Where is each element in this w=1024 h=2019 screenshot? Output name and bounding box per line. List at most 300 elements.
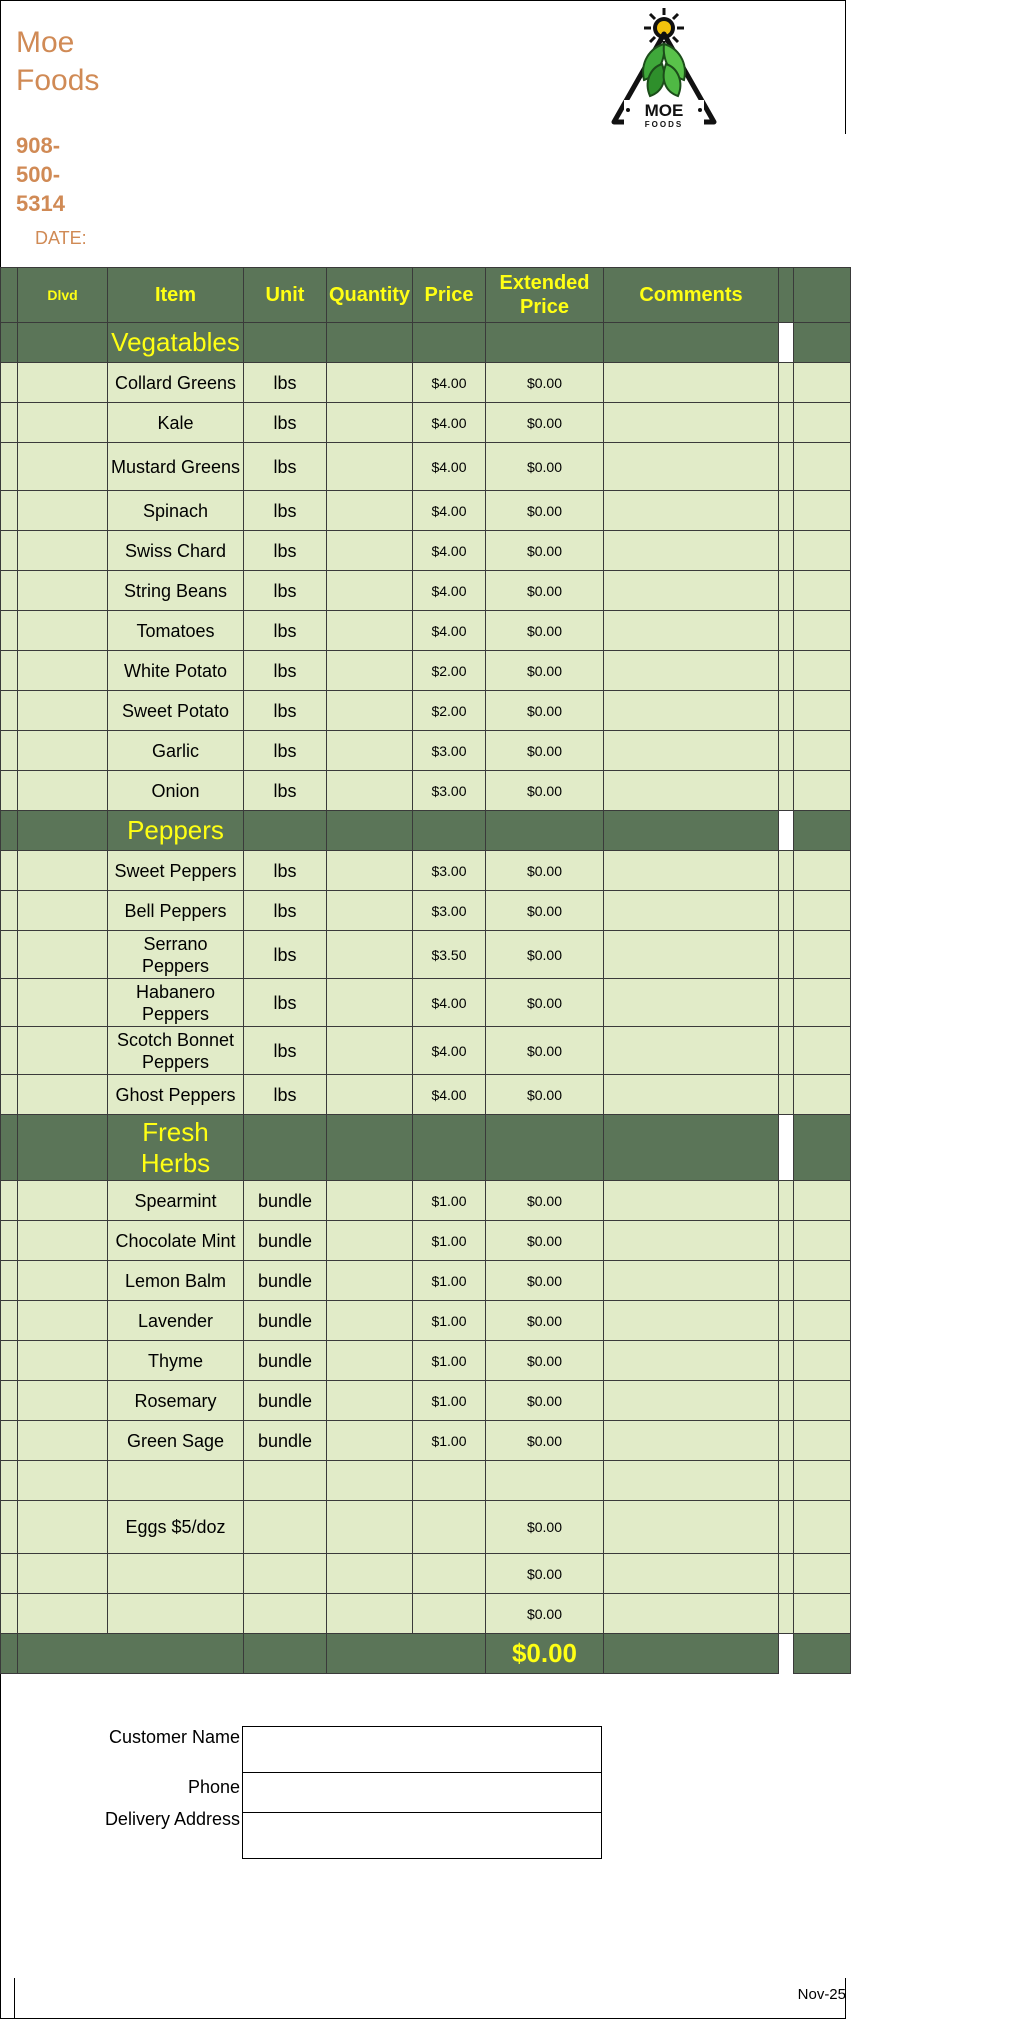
row-extra-cell <box>794 731 851 771</box>
item-name: Mustard Greens <box>108 443 244 491</box>
dlvd-checkbox-cell[interactable] <box>18 651 108 691</box>
table-row <box>1 571 851 611</box>
unit-cell: bundle <box>244 1381 327 1421</box>
row-extra-cell <box>794 571 851 611</box>
total-spacer-cell <box>327 1634 486 1674</box>
comments-input-cell[interactable] <box>604 979 779 1027</box>
row-extra-cell <box>794 1421 851 1461</box>
dlvd-checkbox-cell[interactable] <box>18 1221 108 1261</box>
delivery-address-field[interactable] <box>242 1812 602 1859</box>
row-extra-cell <box>794 979 851 1027</box>
dlvd-checkbox-cell[interactable] <box>18 531 108 571</box>
dlvd-checkbox-cell[interactable] <box>18 1461 108 1501</box>
table-row <box>1 931 851 979</box>
comments-input-cell[interactable] <box>604 1301 779 1341</box>
header-quantity: Quantity <box>327 268 413 323</box>
comments-input-cell[interactable] <box>604 1461 779 1501</box>
unit-cell: bundle <box>244 1261 327 1301</box>
dlvd-checkbox-cell[interactable] <box>18 1301 108 1341</box>
extended-price-cell: $0.00 <box>486 1221 604 1261</box>
extended-price-cell: $0.00 <box>486 1341 604 1381</box>
quantity-input-cell[interactable] <box>327 891 413 931</box>
row-gap-cell <box>779 1421 794 1461</box>
comments-input-cell[interactable] <box>604 571 779 611</box>
table-row <box>1 1221 851 1261</box>
quantity-input-cell[interactable] <box>327 1461 413 1501</box>
price-cell: $4.00 <box>413 1027 486 1075</box>
comments-input-cell[interactable] <box>604 531 779 571</box>
item-name: Rosemary <box>108 1381 244 1421</box>
section-cell <box>327 811 413 851</box>
row-gap-cell <box>779 691 794 731</box>
header-comments: Comments <box>604 268 779 323</box>
price-cell: $3.00 <box>413 731 486 771</box>
page-border-inner <box>14 1978 15 2019</box>
quantity-input-cell[interactable] <box>327 1181 413 1221</box>
table-row <box>1 1594 851 1634</box>
extended-price-cell: $0.00 <box>486 1261 604 1301</box>
extended-price-cell: $0.00 <box>486 1381 604 1421</box>
dlvd-checkbox-cell[interactable] <box>18 891 108 931</box>
table-header-row <box>1 268 851 323</box>
row-blank <box>1 1301 18 1341</box>
unit-cell: lbs <box>244 771 327 811</box>
section-cell <box>486 1115 604 1181</box>
total-extra <box>794 1634 851 1674</box>
extended-price-cell: $0.00 <box>486 1554 604 1594</box>
extended-price-cell: $0.00 <box>486 979 604 1027</box>
price-cell: $1.00 <box>413 1421 486 1461</box>
dlvd-checkbox-cell[interactable] <box>18 611 108 651</box>
table-row <box>1 1181 851 1221</box>
quantity-input-cell[interactable] <box>327 1075 413 1115</box>
item-name: Green Sage <box>108 1421 244 1461</box>
row-gap-cell <box>779 1341 794 1381</box>
dlvd-checkbox-cell[interactable] <box>18 771 108 811</box>
row-gap-cell <box>779 571 794 611</box>
unit-cell: lbs <box>244 979 327 1027</box>
quantity-input-cell[interactable] <box>327 491 413 531</box>
header-dlvd: Dlvd <box>18 268 108 323</box>
quantity-input-cell[interactable] <box>327 651 413 691</box>
page-border-right-top <box>845 0 846 134</box>
row-gap-cell <box>779 1221 794 1261</box>
row-blank <box>1 1181 18 1221</box>
row-blank <box>1 1461 18 1501</box>
quantity-input-cell[interactable] <box>327 531 413 571</box>
comments-input-cell[interactable] <box>604 1421 779 1461</box>
price-cell <box>413 1501 486 1554</box>
dlvd-checkbox-cell[interactable] <box>18 1075 108 1115</box>
row-blank <box>1 1381 18 1421</box>
header-extended-price: Extended Price <box>486 268 604 323</box>
section-cell <box>486 811 604 851</box>
item-name: Chocolate Mint <box>108 1221 244 1261</box>
price-cell <box>413 1461 486 1501</box>
comments-input-cell[interactable] <box>604 691 779 731</box>
unit-cell: lbs <box>244 611 327 651</box>
header-gap <box>779 268 794 323</box>
row-extra-cell <box>794 891 851 931</box>
price-cell: $4.00 <box>413 403 486 443</box>
item-name: Sweet Potato <box>108 691 244 731</box>
item-name: Serrano Peppers <box>108 931 244 979</box>
unit-cell <box>244 1501 327 1554</box>
quantity-input-cell[interactable] <box>327 771 413 811</box>
item-name: White Potato <box>108 651 244 691</box>
row-blank <box>1 1261 18 1301</box>
extended-price-cell: $0.00 <box>486 651 604 691</box>
row-gap-cell <box>779 931 794 979</box>
dlvd-checkbox-cell[interactable] <box>18 1421 108 1461</box>
section-blank <box>1 811 18 851</box>
row-gap-cell <box>779 1381 794 1421</box>
comments-input-cell[interactable] <box>604 1501 779 1554</box>
quantity-input-cell[interactable] <box>327 691 413 731</box>
item-name: Tomatoes <box>108 611 244 651</box>
table-row <box>1 363 851 403</box>
price-cell <box>413 1594 486 1634</box>
comments-input-cell[interactable] <box>604 771 779 811</box>
quantity-input-cell[interactable] <box>327 1027 413 1075</box>
comments-input-cell[interactable] <box>604 731 779 771</box>
section-cell <box>244 323 327 363</box>
unit-cell: lbs <box>244 651 327 691</box>
comments-input-cell[interactable] <box>604 363 779 403</box>
phone-field[interactable] <box>242 1772 602 1813</box>
item-name: Garlic <box>108 731 244 771</box>
row-extra-cell <box>794 1461 851 1501</box>
unit-cell: bundle <box>244 1421 327 1461</box>
dlvd-checkbox-cell[interactable] <box>18 403 108 443</box>
phone-label: Phone <box>187 1777 240 1797</box>
total-unit-cell <box>244 1634 327 1674</box>
extended-price-cell: $0.00 <box>486 571 604 611</box>
row-blank <box>1 1594 18 1634</box>
row-extra-cell <box>794 1554 851 1594</box>
quantity-input-cell[interactable] <box>327 1501 413 1554</box>
section-dlvd-cell <box>18 811 108 851</box>
dlvd-checkbox-cell[interactable] <box>18 1594 108 1634</box>
row-gap-cell <box>779 1501 794 1554</box>
price-cell: $4.00 <box>413 491 486 531</box>
page-border-top <box>0 0 846 1</box>
date-label: DATE: <box>35 228 87 248</box>
extended-price-cell: $0.00 <box>486 1594 604 1634</box>
section-cell <box>413 323 486 363</box>
dlvd-checkbox-cell[interactable] <box>18 979 108 1027</box>
header-price: Price <box>413 268 486 323</box>
price-cell: $4.00 <box>413 979 486 1027</box>
price-cell: $4.00 <box>413 571 486 611</box>
row-gap-cell <box>779 611 794 651</box>
extended-price-cell: $0.00 <box>486 851 604 891</box>
table-row <box>1 891 851 931</box>
unit-cell: lbs <box>244 571 327 611</box>
unit-cell: lbs <box>244 443 327 491</box>
row-blank <box>1 363 18 403</box>
comments-input-cell[interactable] <box>604 491 779 531</box>
total-comments-cell <box>604 1634 779 1674</box>
section-blank <box>1 1115 18 1181</box>
extended-price-cell <box>486 1461 604 1501</box>
dlvd-checkbox-cell[interactable] <box>18 1027 108 1075</box>
price-cell: $1.00 <box>413 1181 486 1221</box>
table-row <box>1 611 851 651</box>
sun-icon <box>644 8 684 48</box>
quantity-input-cell[interactable] <box>327 443 413 491</box>
quantity-input-cell[interactable] <box>327 611 413 651</box>
quantity-input-cell[interactable] <box>327 1554 413 1594</box>
row-gap-cell <box>779 771 794 811</box>
delivery-address-label: Delivery Address <box>104 1809 240 1829</box>
extended-price-cell: $0.00 <box>486 611 604 651</box>
table-row <box>1 443 851 491</box>
table-row <box>1 851 851 891</box>
extended-price-cell: $0.00 <box>486 1501 604 1554</box>
item-name <box>108 1554 244 1594</box>
table-row <box>1 731 851 771</box>
dlvd-checkbox-cell[interactable] <box>18 851 108 891</box>
row-blank <box>1 891 18 931</box>
extended-price-cell: $0.00 <box>486 403 604 443</box>
comments-input-cell[interactable] <box>604 1261 779 1301</box>
item-name: Ghost Peppers <box>108 1075 244 1115</box>
comments-input-cell[interactable] <box>604 1075 779 1115</box>
quantity-input-cell[interactable] <box>327 1221 413 1261</box>
extended-price-cell: $0.00 <box>486 891 604 931</box>
price-cell <box>413 1554 486 1594</box>
row-blank <box>1 771 18 811</box>
row-extra-cell <box>794 1181 851 1221</box>
dlvd-checkbox-cell[interactable] <box>18 1261 108 1301</box>
comments-input-cell[interactable] <box>604 931 779 979</box>
quantity-input-cell[interactable] <box>327 931 413 979</box>
dlvd-checkbox-cell[interactable] <box>18 1381 108 1421</box>
price-cell: $3.00 <box>413 771 486 811</box>
comments-input-cell[interactable] <box>604 611 779 651</box>
dlvd-checkbox-cell[interactable] <box>18 491 108 531</box>
row-extra-cell <box>794 1301 851 1341</box>
extended-price-cell: $0.00 <box>486 931 604 979</box>
unit-cell: lbs <box>244 851 327 891</box>
extended-price-cell: $0.00 <box>486 1181 604 1221</box>
comments-input-cell[interactable] <box>604 1181 779 1221</box>
extended-price-cell: $0.00 <box>486 771 604 811</box>
unit-cell <box>244 1554 327 1594</box>
quantity-input-cell[interactable] <box>327 1341 413 1381</box>
comments-input-cell[interactable] <box>604 891 779 931</box>
unit-cell <box>244 1594 327 1634</box>
total-blank <box>1 1634 18 1674</box>
dlvd-checkbox-cell[interactable] <box>18 1181 108 1221</box>
footer-version: Nov-25 <box>797 1986 846 2003</box>
row-blank <box>1 1554 18 1594</box>
header-unit: Unit <box>244 268 327 323</box>
section-cell <box>244 1115 327 1181</box>
section-cell <box>327 323 413 363</box>
section-cell <box>604 323 779 363</box>
item-name <box>108 1594 244 1634</box>
item-name: Swiss Chard <box>108 531 244 571</box>
extended-price-cell: $0.00 <box>486 491 604 531</box>
item-name <box>108 1461 244 1501</box>
table-row <box>1 1461 851 1501</box>
comments-input-cell[interactable] <box>604 1027 779 1075</box>
section-header-row <box>1 811 851 851</box>
company-phone: 908-500-5314 <box>16 133 65 216</box>
unit-cell: bundle <box>244 1181 327 1221</box>
row-gap-cell <box>779 1075 794 1115</box>
section-dlvd-cell <box>18 323 108 363</box>
dlvd-checkbox-cell[interactable] <box>18 731 108 771</box>
price-cell: $4.00 <box>413 443 486 491</box>
row-extra-cell <box>794 1261 851 1301</box>
row-extra-cell <box>794 771 851 811</box>
row-extra-cell <box>794 1381 851 1421</box>
section-name: Fresh Herbs <box>108 1115 244 1181</box>
customer-name-field[interactable] <box>242 1726 602 1773</box>
unit-cell: bundle <box>244 1341 327 1381</box>
row-gap-cell <box>779 531 794 571</box>
comments-input-cell[interactable] <box>604 1594 779 1634</box>
section-cell <box>413 1115 486 1181</box>
table-row <box>1 1075 851 1115</box>
item-name: Sweet Peppers <box>108 851 244 891</box>
comments-input-cell[interactable] <box>604 1341 779 1381</box>
header-extra <box>794 268 851 323</box>
price-cell: $4.00 <box>413 1075 486 1115</box>
row-extra-cell <box>794 1341 851 1381</box>
section-header-row <box>1 1115 851 1181</box>
row-extra-cell <box>794 931 851 979</box>
price-cell: $3.00 <box>413 891 486 931</box>
price-cell: $1.00 <box>413 1221 486 1261</box>
section-extra <box>794 1115 851 1181</box>
table-row <box>1 403 851 443</box>
quantity-input-cell[interactable] <box>327 363 413 403</box>
quantity-input-cell[interactable] <box>327 403 413 443</box>
quantity-input-cell[interactable] <box>327 979 413 1027</box>
table-row <box>1 651 851 691</box>
section-name: Peppers <box>108 811 244 851</box>
row-blank <box>1 851 18 891</box>
total-row <box>1 1634 851 1674</box>
quantity-input-cell[interactable] <box>327 731 413 771</box>
table-row <box>1 691 851 731</box>
svg-text:FOODS: FOODS <box>644 120 684 129</box>
quantity-input-cell[interactable] <box>327 851 413 891</box>
row-extra-cell <box>794 651 851 691</box>
quantity-input-cell[interactable] <box>327 1381 413 1421</box>
row-extra-cell <box>794 611 851 651</box>
order-table <box>0 267 851 1674</box>
section-cell <box>604 1115 779 1181</box>
dlvd-checkbox-cell[interactable] <box>18 691 108 731</box>
extended-price-cell: $0.00 <box>486 531 604 571</box>
quantity-input-cell[interactable] <box>327 1261 413 1301</box>
item-name: Habanero Peppers <box>108 979 244 1027</box>
quantity-input-cell[interactable] <box>327 1301 413 1341</box>
table-row <box>1 1027 851 1075</box>
comments-input-cell[interactable] <box>604 651 779 691</box>
dlvd-checkbox-cell[interactable] <box>18 931 108 979</box>
price-cell: $1.00 <box>413 1301 486 1341</box>
item-name: Lavender <box>108 1301 244 1341</box>
comments-input-cell[interactable] <box>604 1554 779 1594</box>
dlvd-checkbox-cell[interactable] <box>18 1341 108 1381</box>
row-blank <box>1 1075 18 1115</box>
item-name: Kale <box>108 403 244 443</box>
section-cell <box>604 811 779 851</box>
price-cell: $2.00 <box>413 691 486 731</box>
row-extra-cell <box>794 363 851 403</box>
total-gap <box>779 1634 794 1674</box>
unit-cell: bundle <box>244 1301 327 1341</box>
dlvd-checkbox-cell[interactable] <box>18 1501 108 1554</box>
unit-cell: lbs <box>244 731 327 771</box>
unit-cell: lbs <box>244 531 327 571</box>
dlvd-checkbox-cell[interactable] <box>18 1554 108 1594</box>
row-blank <box>1 611 18 651</box>
unit-cell: lbs <box>244 363 327 403</box>
row-blank <box>1 691 18 731</box>
section-extra <box>794 323 851 363</box>
dlvd-checkbox-cell[interactable] <box>18 571 108 611</box>
unit-cell: bundle <box>244 1221 327 1261</box>
row-blank <box>1 531 18 571</box>
comments-input-cell[interactable] <box>604 1381 779 1421</box>
dlvd-checkbox-cell[interactable] <box>18 443 108 491</box>
row-gap-cell <box>779 1027 794 1075</box>
quantity-input-cell[interactable] <box>327 1421 413 1461</box>
row-gap-cell <box>779 403 794 443</box>
extended-price-cell: $0.00 <box>486 1075 604 1115</box>
table-row <box>1 979 851 1027</box>
price-cell: $2.00 <box>413 651 486 691</box>
row-gap-cell <box>779 979 794 1027</box>
item-name: Lemon Balm <box>108 1261 244 1301</box>
row-extra-cell <box>794 1594 851 1634</box>
row-blank <box>1 979 18 1027</box>
extended-price-cell: $0.00 <box>486 1027 604 1075</box>
row-blank <box>1 1027 18 1075</box>
price-cell: $1.00 <box>413 1341 486 1381</box>
row-blank <box>1 1221 18 1261</box>
row-gap-cell <box>779 1181 794 1221</box>
quantity-input-cell[interactable] <box>327 571 413 611</box>
row-gap-cell <box>779 1461 794 1501</box>
comments-input-cell[interactable] <box>604 403 779 443</box>
table-row <box>1 1261 851 1301</box>
table-row <box>1 1501 851 1554</box>
row-gap-cell <box>779 491 794 531</box>
comments-input-cell[interactable] <box>604 851 779 891</box>
table-row <box>1 1301 851 1341</box>
unit-cell: lbs <box>244 403 327 443</box>
quantity-input-cell[interactable] <box>327 1594 413 1634</box>
section-name: Vegatables <box>108 323 244 363</box>
row-gap-cell <box>779 1554 794 1594</box>
extended-price-cell: $0.00 <box>486 363 604 403</box>
comments-input-cell[interactable] <box>604 1221 779 1261</box>
table-row <box>1 531 851 571</box>
unit-cell <box>244 1461 327 1501</box>
row-blank <box>1 651 18 691</box>
comments-input-cell[interactable] <box>604 443 779 491</box>
dlvd-checkbox-cell[interactable] <box>18 363 108 403</box>
extended-price-cell: $0.00 <box>486 1301 604 1341</box>
